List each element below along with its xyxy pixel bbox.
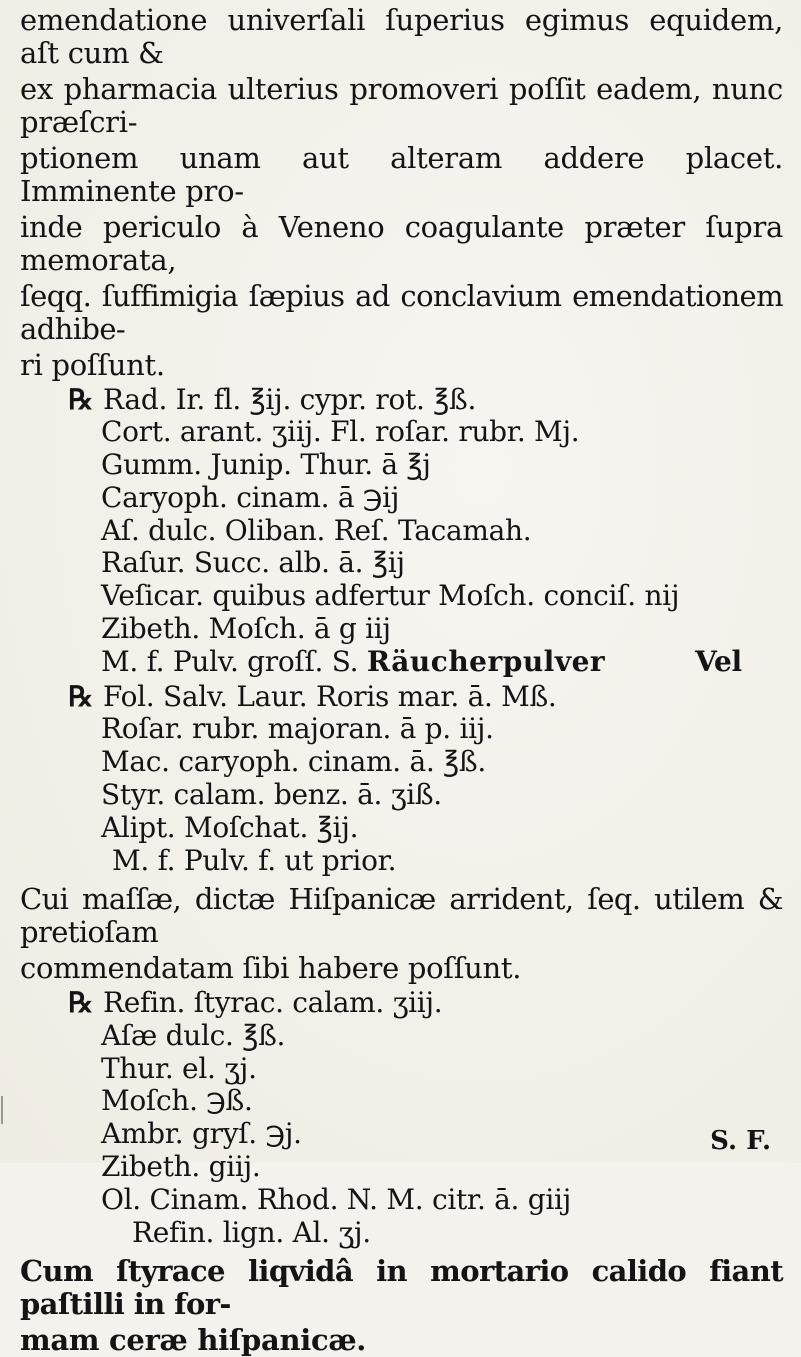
- recipe-line: Veſicar. quibus adfertur Moſch. conciſ. nij: [101, 579, 680, 613]
- recipe-line: Cort. arant. ʒiij. Fl. roſar. rubr. Mj.: [101, 415, 580, 449]
- catchword: S. F.: [710, 1126, 771, 1156]
- recipe-symbol: ℞: [68, 679, 93, 713]
- recipe-line: Refin. lign. Al. ʒj.: [132, 1215, 371, 1249]
- text-line: ptionem unam aut alteram addere placet. Imminente pro-: [20, 141, 783, 208]
- recipe-line: Zibeth. Moſch. ā g iij: [101, 612, 391, 646]
- text-line: ri poſſunt.: [20, 348, 165, 382]
- recipe-symbol: ℞: [68, 382, 93, 416]
- recipe-1: [20, 384, 783, 679]
- recipe-symbol: ℞: [68, 985, 93, 1019]
- recipe-line-text: Rad. Ir. fl. ℥ij. cypr. rot. ℥ß.: [103, 382, 477, 416]
- recipe-2: [20, 681, 783, 878]
- text-line: emendatione univerſali ſuperius egimus equidem, aſt cum &: [20, 3, 783, 70]
- recipe-closing: [20, 646, 783, 679]
- recipe-line: [20, 681, 783, 714]
- recipe-line: Raſur. Succ. alb. ā. ℥ij: [101, 546, 405, 580]
- recipe-line: Zibeth. giij.: [101, 1149, 261, 1183]
- recipe-line: Alipt. Moſchat. ℥ij.: [101, 810, 359, 844]
- recipe-line: Gumm. Junip. Thur. ā ℥j: [101, 448, 431, 482]
- middle-paragraph: [20, 879, 783, 985]
- recipe-line: Moſch. ℈ß.: [101, 1084, 253, 1118]
- text-line: ex pharmacia ulterius promoveri poſſit eadem, nunc præſcri-: [20, 72, 783, 139]
- recipe-line: Ol. Cinam. Rhod. N. M. citr. ā. giij: [101, 1182, 572, 1216]
- recipe-closing: M. f. Pulv. f. ut prior.: [112, 843, 397, 877]
- recipe-3: [20, 987, 783, 1249]
- recipe-line: Caryoph. cinam. ā ℈ij: [101, 480, 400, 514]
- text-line: Cum ſtyrace liqvidâ in mortario calido fiant paſtilli in for-: [20, 1254, 783, 1321]
- text-line: commendatam ſibi habere poſſunt.: [20, 951, 522, 986]
- closing-text: M. f. Pulv. groſſ. S.: [101, 644, 359, 678]
- recipe-line: Aſæ dulc. ℥ß.: [101, 1018, 286, 1052]
- intro-paragraph: [20, 0, 783, 382]
- text-line: inde periculo à Veneno coagulante præter ſupra memorata,: [20, 210, 783, 277]
- recipe-line-text: Fol. Salv. Laur. Roris mar. ā. Mß.: [103, 679, 557, 713]
- margin-rule: [1, 1096, 3, 1124]
- closing-vel: Vel: [695, 644, 742, 678]
- recipe-line: Roſar. rubr. majoran. ā p. iij.: [101, 712, 494, 746]
- recipe-line: Aſ. dulc. Oliban. Reſ. Tacamah.: [101, 513, 532, 547]
- text-line: Cui maſſæ, dictæ Hiſpanicæ arrident, ſeq. utilem & pretioſam: [20, 882, 783, 949]
- recipe-line: Mac. caryoph. cinam. ā. ℥ß.: [101, 745, 486, 779]
- fraktur-word: Räucherpulver: [366, 644, 606, 678]
- text-line: ſeqq. ſuffimigia ſæpius ad conclavium emendationem adhibe-: [20, 279, 783, 346]
- recipe-line: [20, 987, 783, 1020]
- recipe-line: Thur. el. ʒj.: [101, 1051, 257, 1085]
- final-paragraph: [20, 1251, 783, 1357]
- recipe-line: Styr. calam. benz. ā. ʒiß.: [101, 778, 442, 812]
- recipe-line: Ambr. gryſ. ℈j.: [101, 1117, 302, 1151]
- text-line: mam ceræ hiſpanicæ.: [20, 1323, 367, 1357]
- recipe-line-text: Refin. ſtyrac. calam. ʒiij.: [103, 985, 443, 1019]
- recipe-line: [20, 384, 783, 417]
